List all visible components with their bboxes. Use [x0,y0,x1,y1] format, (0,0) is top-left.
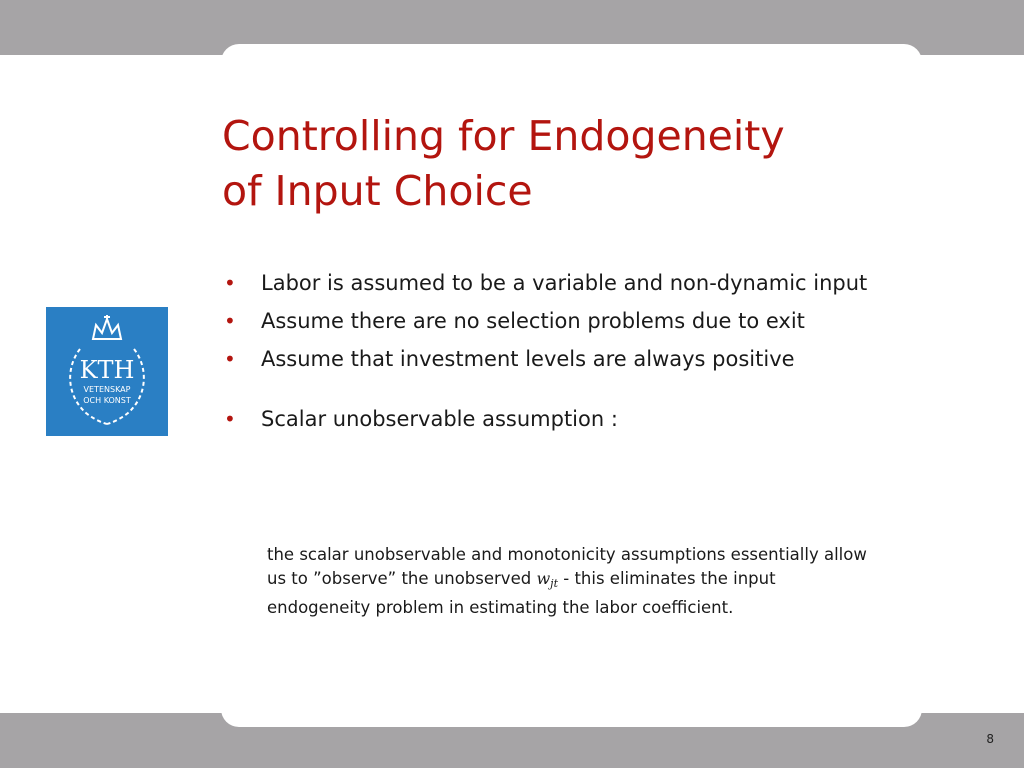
bullet-marker: • [224,347,236,371]
bullet-list [224,268,879,436]
bullet-text: Labor is assumed to be a variable and non-dynamic input [261,271,868,295]
bullet-text: Assume there are no selection problems due to exit [261,309,805,333]
bullet-marker: • [224,407,236,431]
kth-emblem-icon [46,307,168,436]
slide-title [222,109,882,219]
title-line-1: Controlling for Endogeneity [222,112,785,160]
bullet-marker: • [224,309,236,333]
bullet-item [224,268,879,298]
bullet-item [224,306,879,336]
math-base: w [536,569,551,588]
math-variable [536,569,558,588]
kth-logo [46,307,168,436]
logo-kth-text: KTH [79,356,135,384]
sub-paragraph [267,543,879,620]
bullet-item [224,404,879,434]
logo-line-2: OCH KONST [83,396,131,405]
bullet-text: Assume that investment levels are always positive [261,347,795,371]
title-line-2: of Input Choice [222,167,533,215]
bullet-item [224,344,879,374]
bullet-marker: • [224,271,236,295]
sub-text-part-2: - this eliminates the input endogeneity problem in estimating the labor coefficient. [267,569,776,617]
bullet-text: Scalar unobservable assumption : [261,407,618,431]
page-number: 8 [986,732,994,746]
sub-text-part-1: the scalar unobservable and monotonicity assumptions essentially allow us to ”observe” the unobserved [267,545,867,588]
logo-line-1: VETENSKAP [83,385,131,394]
math-subscript: jt [550,577,558,590]
